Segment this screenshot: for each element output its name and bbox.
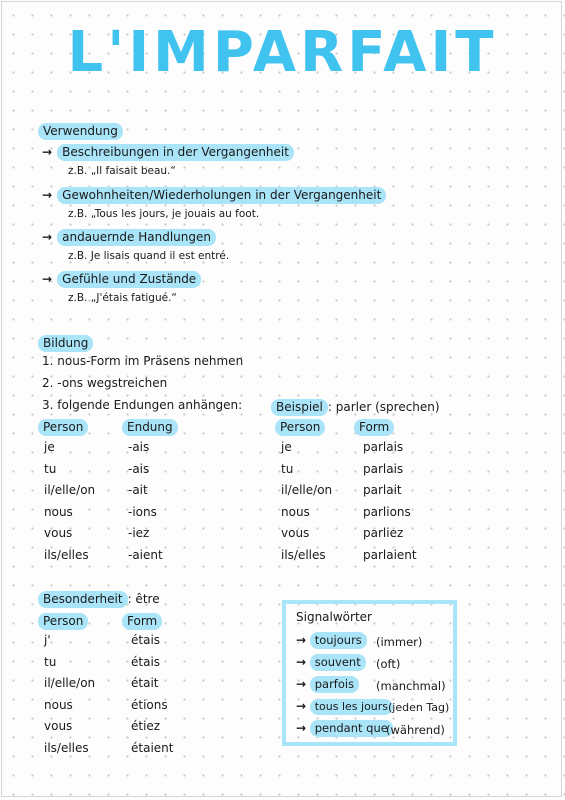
table-cell: étiez [131, 719, 161, 733]
bildung-step: 3. folgende Endungen anhängen: [42, 398, 243, 412]
table-cell: étaient [131, 740, 174, 755]
besonderheit-heading: Besonderheit : être [38, 588, 160, 607]
table-header-endung: Endung [122, 416, 178, 435]
verwendung-item: → andauernde Handlungen [42, 226, 216, 245]
signal-item: → pendant que [296, 721, 393, 741]
signal-translation: (oft) [376, 657, 401, 671]
arrow-right-icon: → [296, 655, 307, 669]
table-cell: nous [44, 697, 73, 712]
table-cell: j' [44, 633, 51, 647]
arrow-right-icon: → [296, 633, 307, 647]
verwendung-item: → Gefühle und Zustände [42, 268, 201, 287]
endung-column [128, 437, 198, 566]
bildung-heading: Bildung [38, 332, 93, 351]
form-column [131, 630, 201, 759]
person-column [281, 437, 351, 566]
arrow-right-icon: → [296, 699, 307, 713]
table-cell: vous [281, 526, 310, 540]
table-cell: -ions [128, 504, 157, 519]
bildung-step: 2. -ons wegstreichen [42, 376, 168, 390]
table-cell: je [281, 440, 292, 454]
table-cell: étions [131, 697, 168, 712]
table-cell: étais [131, 654, 161, 669]
table-cell: parliez [363, 526, 404, 540]
table-cell: il/elle/on [281, 483, 333, 497]
table-cell: vous [44, 719, 73, 733]
verwendung-heading: Verwendung [38, 120, 123, 139]
table-cell: parlais [363, 440, 404, 454]
table-cell: -ais [128, 440, 150, 454]
table-cell: -ait [128, 483, 148, 497]
table-cell: tu [281, 461, 294, 476]
table-cell: nous [281, 504, 310, 519]
table-cell: parlions [363, 504, 411, 519]
table-header-person: Person [38, 416, 88, 435]
table-cell: -ais [128, 461, 150, 476]
table-header-form: Form [122, 610, 162, 629]
bildung-step: 1. nous-Form im Präsens nehmen [42, 354, 244, 368]
verwendung-example: z.B. „Il faisait beau.“ [68, 165, 176, 177]
signal-item: → parfois [296, 677, 359, 697]
table-cell: vous [44, 526, 73, 540]
signal-item: → souvent [296, 655, 366, 675]
person-column [44, 630, 114, 759]
verwendung-example: z.B. „J'étais fatigué.“ [68, 292, 177, 304]
page-title: L'IMPARFAIT [67, 20, 498, 85]
signal-translation: (immer) [376, 635, 423, 649]
table-cell: tu [44, 654, 57, 669]
table-header-form: Form [354, 416, 394, 435]
person-column [44, 437, 114, 566]
arrow-right-icon: → [42, 230, 53, 244]
table-cell: nous [44, 504, 73, 519]
form-column [363, 437, 443, 566]
table-cell: parlaient [363, 547, 417, 562]
table-header-person: Person [38, 610, 88, 629]
table-cell: il/elle/on [44, 483, 96, 497]
table-cell: ils/elles [281, 547, 326, 562]
table-cell: ils/elles [44, 547, 89, 562]
table-cell: tu [44, 461, 57, 476]
table-cell: il/elle/on [44, 676, 96, 690]
arrow-right-icon: → [296, 721, 307, 735]
signal-translation: (während) [386, 723, 445, 737]
verwendung-item: → Beschreibungen in der Vergangenheit [42, 141, 294, 160]
signalwoerter-heading: Signalwörter [296, 610, 372, 624]
signal-translation: (manchmal) [376, 679, 446, 693]
signal-item: → tous les jours [296, 699, 393, 719]
arrow-right-icon: → [296, 677, 307, 691]
table-cell: étais [131, 633, 161, 647]
table-cell: -aient [128, 547, 163, 562]
beispiel-heading: Beispiel : parler (sprechen) [271, 396, 440, 415]
table-cell: parlais [363, 461, 404, 476]
table-cell: ils/elles [44, 740, 89, 755]
signalwoerter-box [282, 600, 457, 746]
arrow-right-icon: → [42, 272, 53, 286]
signal-translation: (jeden Tag) [388, 701, 450, 714]
table-header-person: Person [275, 416, 325, 435]
verwendung-example: z.B. „Tous les jours, je jouais au foot. [68, 208, 260, 220]
arrow-right-icon: → [42, 145, 53, 159]
arrow-right-icon: → [42, 188, 53, 202]
signal-item: → toujours [296, 633, 367, 653]
verwendung-item: → Gewohnheiten/Wiederholungen in der Vergangenheit [42, 184, 386, 203]
table-cell: -iez [128, 526, 150, 540]
table-cell: je [44, 440, 55, 454]
verwendung-example: z.B. Je lisais quand il est entré. [68, 250, 230, 262]
table-cell: était [131, 676, 159, 690]
table-cell: parlait [363, 483, 402, 497]
